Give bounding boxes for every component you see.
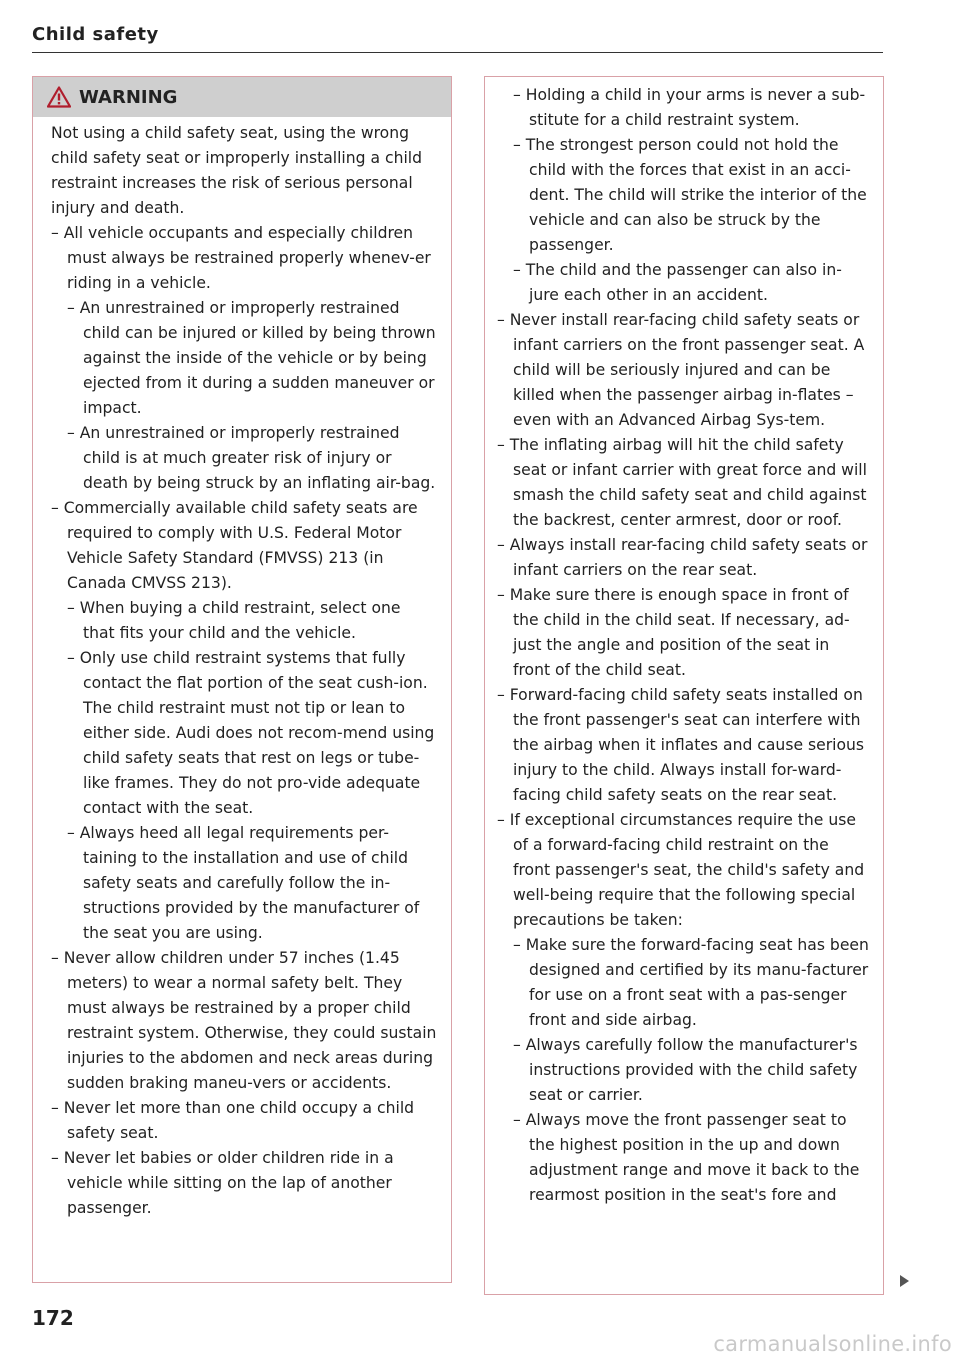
warning-list-item: – The child and the passenger can also in-jure each other in an accident. xyxy=(513,261,842,304)
warning-list-item: – Make sure there is enough space in front of the child in the child seat. If necessary, ad-just the angle and position of the seat in front of the child seat. xyxy=(497,586,850,679)
warning-body-left xyxy=(33,117,451,1221)
warning-list-item: – Commercially available child safety seats are required to comply with U.S. Federal Motor Vehicle Safety Standard (FMVSS) 213 (in Canada CMVSS 213). xyxy=(51,499,418,592)
warning-list-item: – The inflating airbag will hit the child safety seat or infant carrier with great force and will smash the child safety seat and child against the backrest, center armrest, door or roof. xyxy=(497,436,867,529)
warning-list-item: – Always carefully follow the manufacturer's instructions provided with the child safety seat or carrier. xyxy=(513,1036,858,1104)
warning-list-item: – Never let babies or older children ride in a vehicle while sitting on the lap of another passenger. xyxy=(51,1149,394,1217)
warning-list-item: – Holding a child in your arms is never a sub-stitute for a child restraint system. xyxy=(513,86,866,129)
warning-list-item: – Always heed all legal requirements per-taining to the installation and use of child safety seats and carefully follow the in-structions provided by the manufacturer of the seat you are using. xyxy=(67,824,420,942)
warning-list-item: – Never allow children under 57 inches (1.45 meters) to wear a normal safety belt. They must always be restrained by a proper child restraint system. Otherwise, they could sustain injuries to the abdomen and neck areas during sudden braking maneu-vers or accidents. xyxy=(51,949,437,1092)
page-header-title: Child safety xyxy=(32,24,159,45)
warning-list-item: – Always move the front passenger seat to the highest position in the up and down adjustment range and move it back to the rearmost position in the seat's fore and xyxy=(513,1111,860,1204)
header-divider xyxy=(32,52,883,53)
warning-list-item: – Only use child restraint systems that fully contact the flat portion of the seat cush-ion. The child restraint must not tip or lean to either side. Audi does not recom-mend using child safety seats that rest on legs or tube-like frames. They do not pro-vide adequate contact with the seat. xyxy=(67,649,435,817)
warning-body-right xyxy=(485,77,883,1208)
continue-arrow-icon xyxy=(900,1275,909,1287)
warning-list-item: – Forward-facing child safety seats installed on the front passenger's seat can interfere with the airbag when it inflates and cause serious injury to the child. Always install for-ward-facing child safety seats on the rear seat. xyxy=(497,686,865,804)
warning-list-item: – An unrestrained or improperly restrained child is at much greater risk of injury or death by being struck by an inflating air-bag. xyxy=(67,424,436,492)
warning-list-item: – Never let more than one child occupy a child safety seat. xyxy=(51,1099,415,1142)
warning-list-left xyxy=(51,221,437,1221)
warning-box-left xyxy=(32,76,452,1283)
warning-box-right xyxy=(484,76,884,1295)
warning-list-item: – The strongest person could not hold the child with the forces that exist in an acci-dent. The child will strike the interior of the vehicle and can also be struck by the passenger. xyxy=(513,136,867,254)
warning-label: WARNING xyxy=(79,86,178,108)
warning-list-item: – If exceptional circumstances require the use of a forward-facing child restraint on the front passenger's seat, the child's safety and well-being require that the following special precautions be taken: xyxy=(497,811,865,929)
warning-triangle-icon xyxy=(47,86,71,108)
warning-intro: Not using a child safety seat, using the wrong child safety seat or improperly installing a child restraint increases the risk of serious personal injury and death. xyxy=(51,124,423,217)
warning-list-item: – Always install rear-facing child safety seats or infant carriers on the rear seat. xyxy=(497,536,868,579)
warning-header xyxy=(33,77,451,117)
warning-list-item: – When buying a child restraint, select one that fits your child and the vehicle. xyxy=(67,599,401,642)
warning-list-right xyxy=(497,83,869,1208)
page-number: 172 xyxy=(32,1306,74,1330)
watermark: carmanualsonline.info xyxy=(713,1332,952,1356)
warning-list-item: – All vehicle occupants and especially children must always be restrained properly whenev-er riding in a vehicle. xyxy=(51,224,431,292)
warning-list-item: – An unrestrained or improperly restrained child can be injured or killed by being thrown against the inside of the vehicle or by being ejected from it during a sudden maneuver or impact. xyxy=(67,299,436,417)
warning-list-item: – Make sure the forward-facing seat has been designed and certified by its manu-facturer for use on a front seat with a pas-senger front and side airbag. xyxy=(513,936,869,1029)
warning-list-item: – Never install rear-facing child safety seats or infant carriers on the front passenger seat. A child will be seriously injured and can be killed when the passenger airbag in-flates – even with an Advanced Airbag Sys-tem. xyxy=(497,311,865,429)
